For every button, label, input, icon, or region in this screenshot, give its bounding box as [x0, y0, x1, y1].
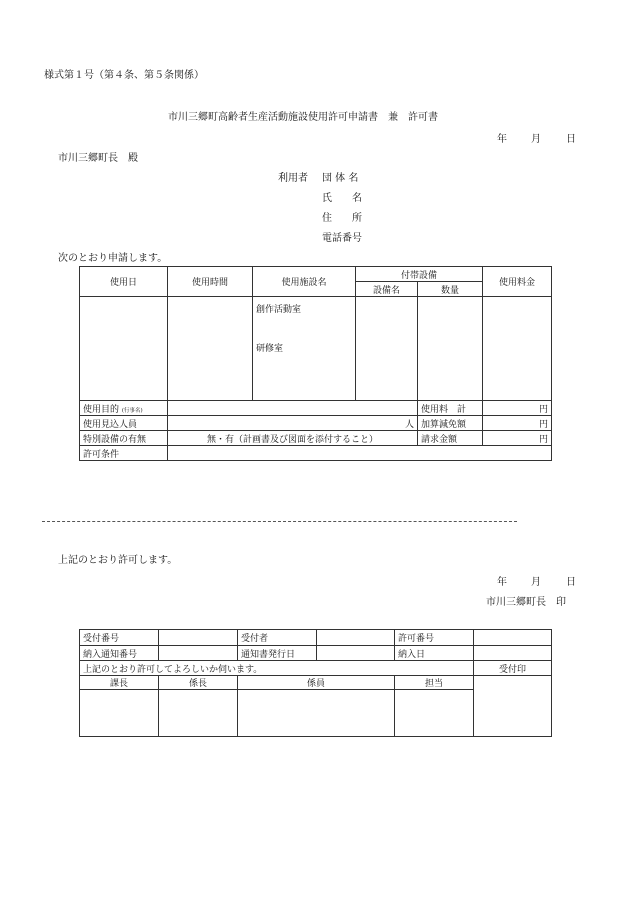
- purpose-field[interactable]: [168, 401, 418, 416]
- header-use-date: 使用日: [80, 267, 168, 297]
- billing-label: 請求金額: [418, 431, 483, 446]
- permit-no-label: 許可番号: [395, 630, 474, 646]
- approval-question: 上記のとおり許可してよろしいか伺います。: [80, 661, 474, 676]
- equipment-name-cell[interactable]: [356, 297, 418, 401]
- form-number: 様式第１号（第４条、第５条関係）: [44, 70, 204, 81]
- header-equipment: 付帯設備: [356, 267, 483, 282]
- year-label-2: 年: [497, 577, 507, 588]
- receipt-no-field[interactable]: [159, 630, 238, 646]
- fee-total-yen: 円: [483, 401, 552, 416]
- section-chief-seal[interactable]: [80, 690, 159, 737]
- receipt-no-label: 受付番号: [80, 630, 159, 646]
- issuer-stamp: 市川三郷町長 印: [486, 597, 566, 608]
- notice-issue-date-label: 通知書発行日: [238, 646, 317, 661]
- permit-no-field[interactable]: [474, 630, 552, 646]
- staff-label: 係員: [238, 676, 395, 690]
- phone-label: 電話番号: [322, 233, 362, 244]
- permit-statement: 上記のとおり許可します。: [58, 555, 178, 566]
- fee-cell[interactable]: [483, 297, 552, 401]
- person-in-charge-seal[interactable]: [395, 690, 474, 737]
- person-in-charge-label: 担当: [395, 676, 474, 690]
- receiver-label: 受付者: [238, 630, 317, 646]
- facility-creative-room: 創作活動室: [256, 305, 302, 315]
- purpose-label: 使用目的 (行事名): [80, 401, 168, 416]
- use-time-cell[interactable]: [168, 297, 253, 401]
- year-label: 年: [497, 134, 507, 145]
- cut-line: [42, 521, 517, 522]
- expected-people-field[interactable]: 人: [168, 416, 418, 431]
- group-name-label: 団 体 名: [322, 173, 359, 184]
- header-quantity: 数量: [418, 282, 483, 297]
- intro-text: 次のとおり申請します。: [58, 253, 168, 264]
- purpose-note: (行事名): [121, 407, 143, 414]
- facility-cell: [253, 297, 356, 401]
- header-facility: 使用施設名: [253, 267, 356, 297]
- staff-seal[interactable]: [238, 690, 395, 737]
- quantity-cell[interactable]: [418, 297, 483, 401]
- use-date-cell[interactable]: [80, 297, 168, 401]
- special-equipment-label: 特別設備の有無: [80, 431, 168, 446]
- facility-training-room: 研修室: [256, 344, 284, 354]
- payment-date-label: 納入日: [395, 646, 474, 661]
- subsection-chief-seal[interactable]: [159, 690, 238, 737]
- receipt-stamp-field[interactable]: [474, 676, 552, 737]
- month-label-2: 月: [531, 577, 541, 588]
- fee-total-label: 使用料 計: [418, 401, 483, 416]
- day-label-2: 日: [566, 577, 576, 588]
- adjustment-yen: 円: [483, 416, 552, 431]
- permit-conditions-field[interactable]: [168, 446, 552, 461]
- section-chief-label: 課長: [80, 676, 159, 690]
- subsection-chief-label: 係長: [159, 676, 238, 690]
- receipt-stamp-label: 受付印: [474, 661, 552, 676]
- month-label: 月: [531, 134, 541, 145]
- payment-notice-no-field[interactable]: [159, 646, 238, 661]
- header-equipment-name: 設備名: [356, 282, 418, 297]
- receiver-field[interactable]: [317, 630, 395, 646]
- addressee: 市川三郷町長 殿: [58, 153, 138, 164]
- payment-notice-no-label: 納入通知番号: [80, 646, 159, 661]
- header-use-time: 使用時間: [168, 267, 253, 297]
- billing-yen: 円: [483, 431, 552, 446]
- page-title: 市川三郷町高齢者生産活動施設使用許可申請書 兼 許可書: [168, 112, 438, 123]
- application-table: [79, 266, 552, 461]
- permit-conditions-label: 許可条件: [80, 446, 168, 461]
- payment-date-field[interactable]: [474, 646, 552, 661]
- office-table: [79, 629, 552, 737]
- name-label: 氏 名: [322, 193, 362, 204]
- expected-people-label: 使用見込人員: [80, 416, 168, 431]
- day-label: 日: [566, 134, 576, 145]
- notice-issue-date-field[interactable]: [317, 646, 395, 661]
- address-label: 住 所: [322, 213, 362, 224]
- header-fee: 使用料金: [483, 267, 552, 297]
- special-equipment-choice[interactable]: 無・有（計画書及び図面を添付すること）: [168, 431, 418, 446]
- user-label: 利用者: [278, 173, 308, 184]
- adjustment-label: 加算減免額: [418, 416, 483, 431]
